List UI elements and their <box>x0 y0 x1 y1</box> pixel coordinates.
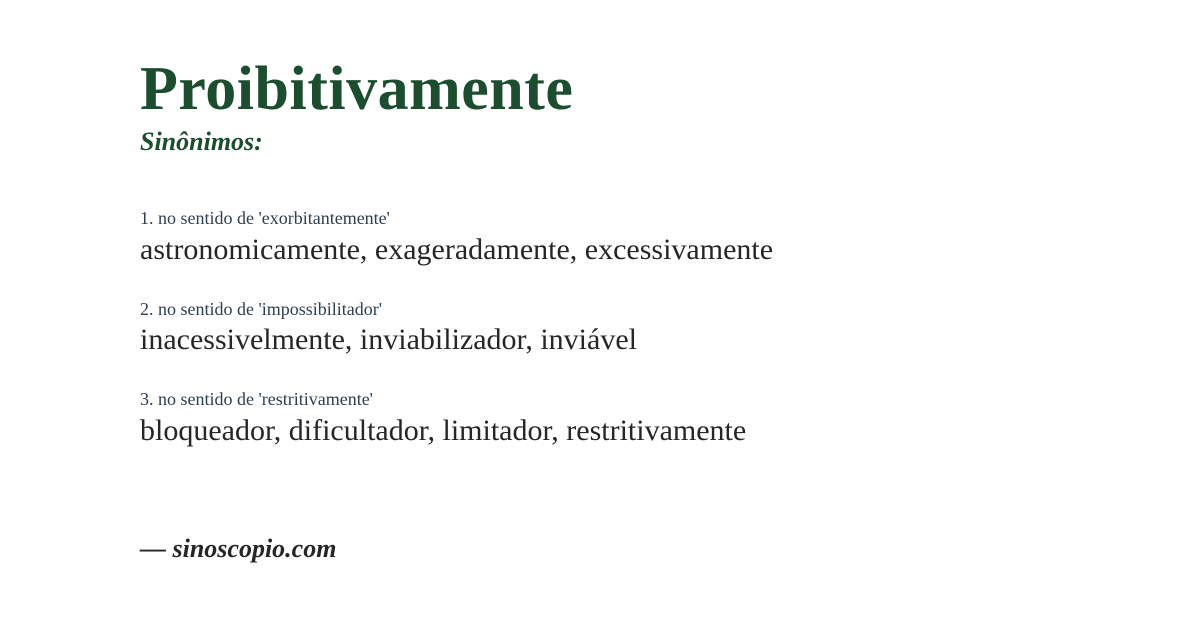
sense-synonyms: bloqueador, dificultador, limitador, restritivamente <box>140 413 747 447</box>
sense-label: 3. no sentido de 'restritivamente' <box>140 389 373 410</box>
senses-list <box>140 207 1110 449</box>
sense-group-2 <box>140 298 1110 359</box>
sense-synonyms: astronomicamente, exageradamente, excessivamente <box>140 232 774 266</box>
sense-synonyms: inacessivelmente, inviabilizador, inviável <box>140 323 637 357</box>
attribution-source: — sinoscopio.com <box>140 534 337 563</box>
sense-label: 1. no sentido de 'exorbitantemente' <box>140 208 390 229</box>
sense-group-1 <box>140 207 1110 268</box>
synonyms-subtitle: Sinônimos: <box>140 127 263 156</box>
page-title: Proibitivamente <box>140 55 574 123</box>
sense-group-3 <box>140 388 1110 449</box>
sense-label: 2. no sentido de 'impossibilitador' <box>140 298 382 319</box>
